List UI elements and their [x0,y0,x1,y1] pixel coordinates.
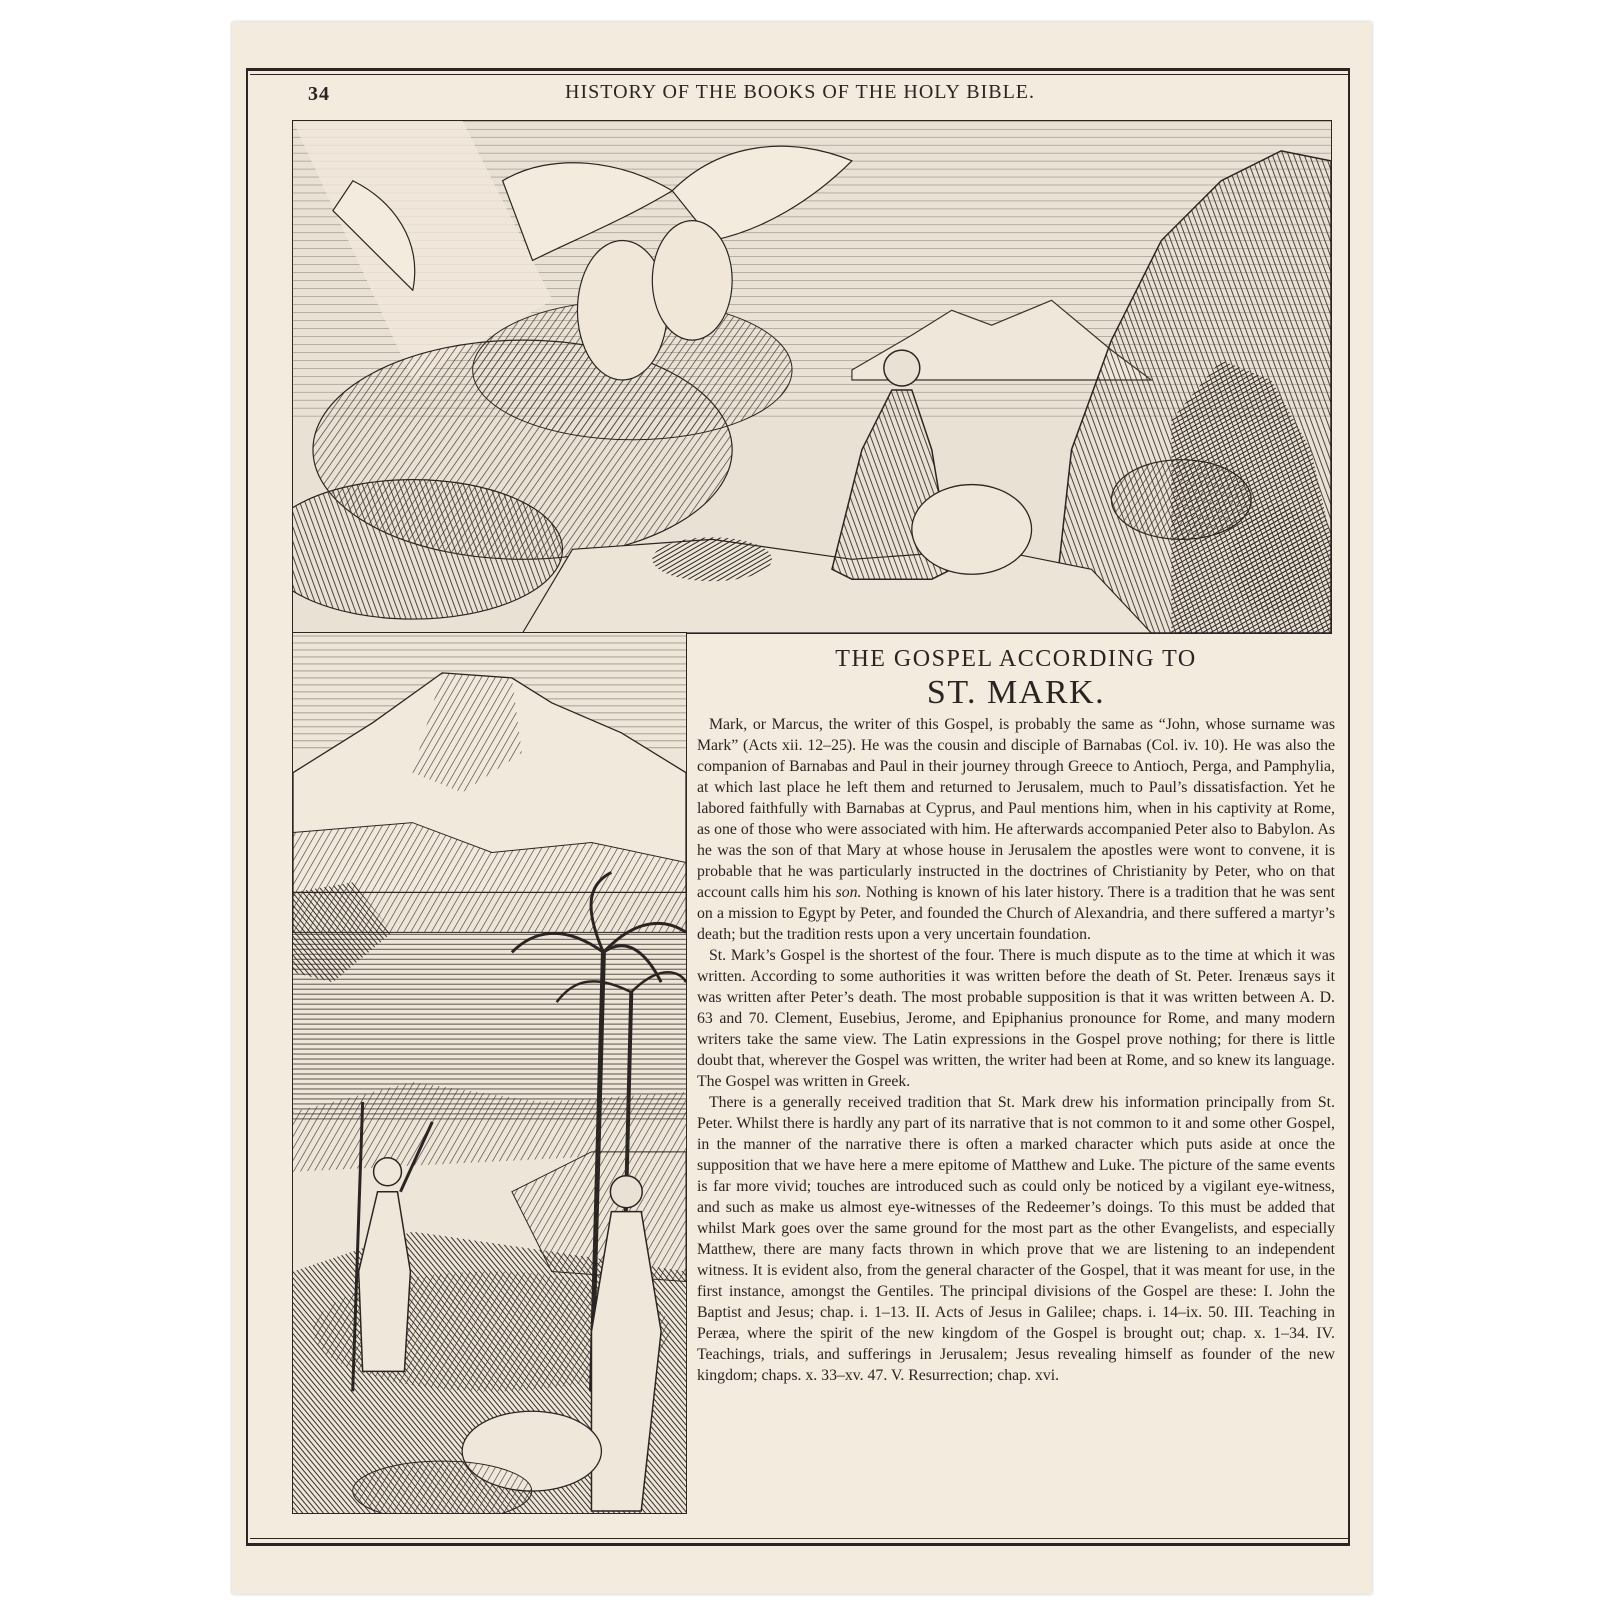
paragraph-1-part-b: Nothing is known of his later history. There is a tradition that he was sent on a mission to Egypt by Peter, and founded the Church of Alexandria, and there suffered a martyr’s death; but the tradition rests upon a very uncertain foundation. [697,884,1335,943]
paragraph-1-part-a: Mark, or Marcus, the writer of this Gospel, is probably the same as “John, whose surname was Mark” (Acts xii. 12–25). He was the cousin and disciple of Barnabas (Col. iv. 10). He was also the companion of Barnabas and Paul in their journey through Greece to Antioch, Perga, and Pamphylia, at which last place he left them and returned to Jerusalem, much to Paul’s dissatisfaction. Yet he labored faithfully with Barnabas at Cyprus, and Paul mentions him, when in his captivity at Rome, as one of those who were associated with him. He afterwards accompanied Peter also to Babylon. As he was the son of that Mary at whose house in Jerusalem the apostles were wont to convene, it is probable that he was particularly instructed in the doctrines of Christianity by Peter, who on that account calls him his [697,716,1335,901]
article-body [697,714,1335,1386]
paragraph-1 [697,714,1335,945]
running-title: HISTORY OF THE BOOKS OF THE HOLY BIBLE. [565,81,1035,103]
paragraph-1-italic: son. [835,884,862,901]
article-heading: THE GOSPEL ACCORDING TO [835,646,1197,672]
paragraph-3: There is a generally received tradition that St. Mark drew his information principally from St. Peter. Whilst there is hardly any part of its narrative that is not common to it and some other Gospel, in the manner of the narrative there is often a marked character which puts aside at once the supposition that we have here a mere epitome of Matthew and Luke. The picture of the same events is far more vivid; touches are introduced such as could only be noticed by a vigilant eye-witness, and such as make us almost eye-witnesses of the Redeemer’s doings. To this must be added that whilst Mark goes over the same ground for the most part as the other Evangelists, and especially Matthew, there are many facts thrown in which prove that we are listening to an independent witness. It is evident also, from the general character of the Gospel, that it was meant for use, in the first instance, amongst the Gentiles. The principal divisions of the Gospel are these: I. John the Baptist and Jesus; chap. i. 1–13. II. Acts of Jesus in Galilee; chaps. i. 14–ix. 50. III. Teaching in Peræa, where the spirit of the new kingdom of the Gospel is brought out; chap. x. 1–34. IV. Teachings, trials, and sufferings in Jerusalem; Jesus revealing himself as founder of the new kingdom; chaps. x. 33–xv. 47. V. Resurrection; chap. xvi. [697,1094,1335,1384]
top-illustration [292,120,1332,634]
header-rule [250,74,1350,75]
article-title: ST. MARK. [926,674,1106,711]
left-illustration [292,632,687,1514]
article-column [697,640,1335,1520]
paragraph-2: St. Mark’s Gospel is the shortest of the four. There is much dispute as to the time at which it was written. According to some authorities it was written before the death of St. Peter. Irenæus says it was written after Peter’s death. The most probable supposition is that it was written between A. D. 63 and 70. Clement, Eusebius, Jerome, and Epiphanius pronounce for Rome, and many modern writers take the same view. The Latin expressions in the Gospel prove nothing; for there is little doubt that, wherever the Gospel was written, the writer had been at Rome, and so knew its language. The Gospel was written in Greek. [697,947,1335,1090]
page-number: 34 [308,83,330,105]
footer-rule [250,1538,1350,1539]
